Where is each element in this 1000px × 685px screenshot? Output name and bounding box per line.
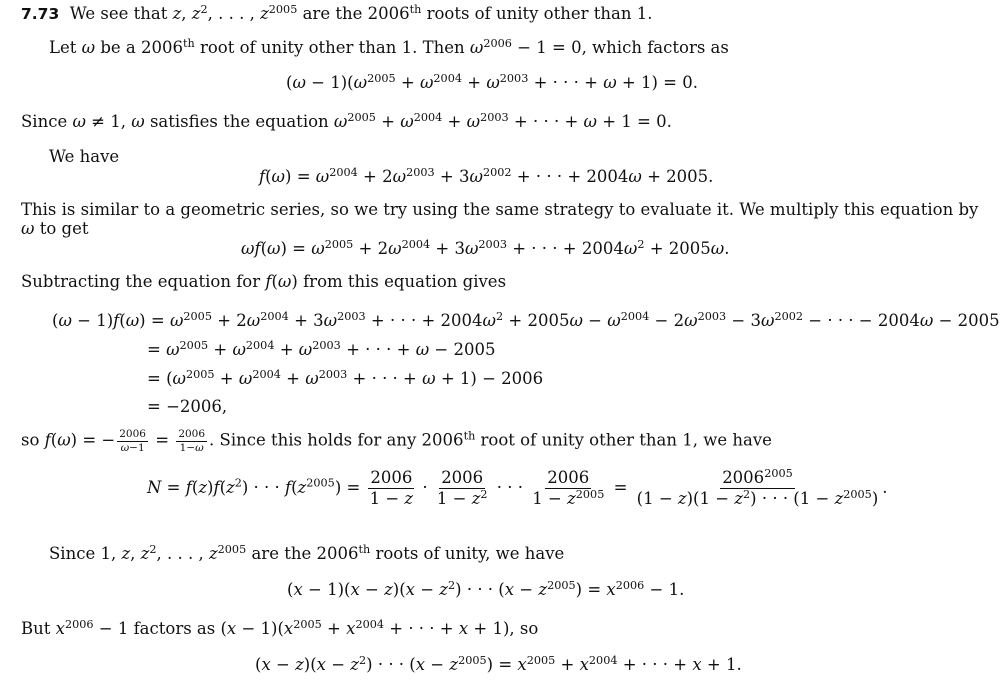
paragraph-geometric: This is similar to a geometric series, so we try using the same strategy to evaluate it. We multiply this equation by xyxy=(21,200,979,219)
equation-subtract-line-1: $(\omega - 1)f(\omega) = \omega^{2005} + 2\omega^{2004} + 3\omega^{2003}$ + · · · + $2004\omega^2 + 2005\omega - \omega^{2004} - 2\omega^{2003} - 3\omega^{2002}$ − · · · − 2004ω − 2005 xyxy=(52,309,1000,330)
equation-subtract-line-4: = −2006, xyxy=(147,397,228,416)
paragraph-let-omega: Let ω be a 2006th root of unity other than 1. Then $\omega^{2006} - 1 = 0$, which factors as xyxy=(49,36,729,57)
paragraph-but-factors: But $x^{2006} - 1$ factors as $(x - 1)(x^{2005} + x^{2004}$ + · · · + x + 1), so xyxy=(21,617,539,638)
equation-omega-f-omega: $\omega f(\omega) = \omega^{2005} + 2\omega^{2004} + 3\omega^{2003}$ + · · · + $2004\omega^2 + 2005\omega$. xyxy=(241,237,730,258)
equation-subtract-line-3: = ($\omega^{2005} + \omega^{2004} + \omega^{2003}$ + · · · + ω + 1) − 2006 xyxy=(147,367,544,388)
equation-N-product: $N = f(z)f(z^2)$ · · · $f(z^{2005})$ = $\frac{2006}{1 - z}$ · $\frac{2006}{1 - z^2}$ · · · $\frac{2006}{1 - z^{2005}}$ = $\frac{2006^{2005}}{(1 - z)(1 - z^2) \cdot \cdot \cdot (1 - z^{2005})}$ . xyxy=(147,466,888,508)
problem-number: 7.73 xyxy=(21,5,60,23)
equation-x-product: $(x - 1)(x - z)(x - z^2)$ · · · $(x - z^{2005}) = x^{2006} - 1$. xyxy=(287,578,685,599)
paragraph-subtracting: Subtracting the equation for f(ω) from this equation gives xyxy=(21,272,507,291)
paragraph-since-omega: Since ω ≠ 1, ω satisfies the equation $\omega^{2005} + \omega^{2004} + \omega^{2003}$ + · · · + ω + 1 = 0. xyxy=(21,110,672,131)
paragraph-geometric-cont: ω to get xyxy=(21,219,89,238)
problem-intro: 7.73 We see that z, $z^2$, . . . , $z^{2005}$ are the 2006th roots of unity other than 1. xyxy=(21,2,653,23)
equation-subtract-line-2: = $\omega^{2005} + \omega^{2004} + \omega^{2003}$ + · · · + ω − 2005 xyxy=(147,338,496,359)
paragraph-we-have: We have xyxy=(49,147,120,166)
equation-final: $(x - z)(x - z^2)$ · · · $(x - z^{2005}) = x^{2005} + x^{2004}$ + · · · + x + 1. xyxy=(255,653,742,674)
equation-factorization: $(\omega - 1)(\omega^{2005} + \omega^{2004} + \omega^{2003}$ + · · · + ω + 1) = 0. xyxy=(286,71,698,92)
paragraph-so-f-omega: so f(ω) = − $\frac{2006}{\omega-1}$ = $\frac{2006}{1-\omega}$ . Since this holds for any 2006th root of unity other than 1, we have xyxy=(21,428,772,454)
equation-f-omega: $f(\omega) = \omega^{2004} + 2\omega^{2003} + 3\omega^{2002}$ + · · · + 2004ω + 2005. xyxy=(259,165,714,186)
paragraph-roots-of-unity: Since 1, z, $z^2$, . . . , $z^{2005}$ are the 2006th roots of unity, we have xyxy=(49,542,565,563)
